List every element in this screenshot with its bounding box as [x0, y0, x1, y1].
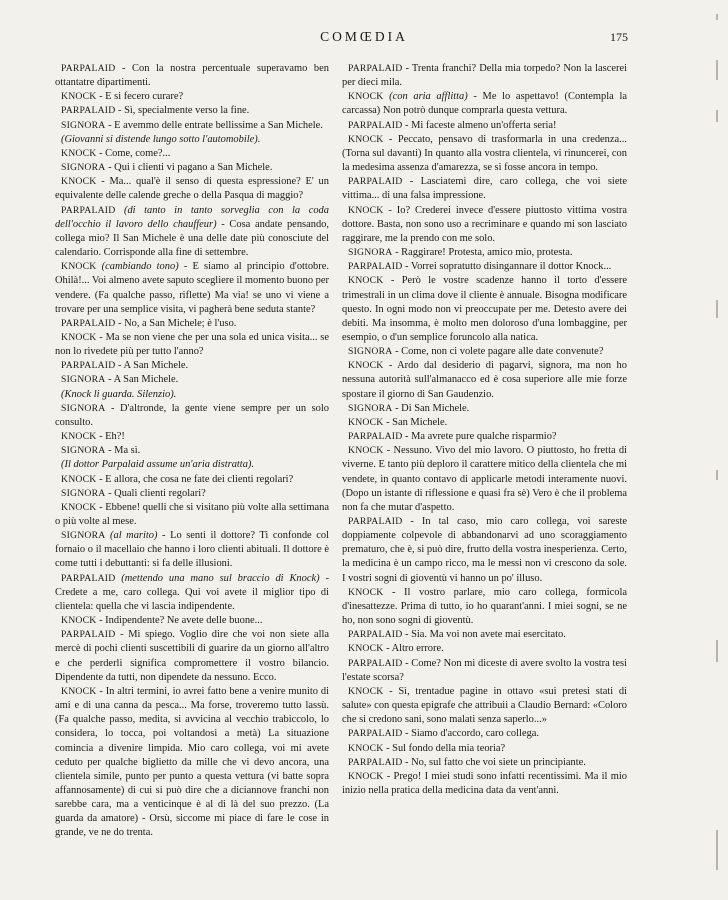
scan-mark [716, 830, 718, 870]
stage-direction: (di tanto in tanto sorveglia con la coda dell'occhio il lavoro dello chauffeur) [55, 204, 329, 230]
speaker-name: PARPALAID [348, 657, 403, 669]
dialogue-text: - No, sul fatto che voi siete un principiante. [402, 756, 586, 768]
dialogue-paragraph [342, 657, 627, 685]
speaker-name: SIGNORA [61, 445, 106, 457]
dialogue-text: - Indipendente? Ne avete delle buone... [96, 615, 263, 627]
dialogue-paragraph [55, 614, 329, 628]
speaker-name: SIGNORA [348, 402, 393, 414]
dialogue-text: - Siamo d'accordo, caro collega. [402, 728, 540, 740]
dialogue-text: - Eh?! [96, 431, 125, 443]
dialogue-text: - Come? Non mi diceste di avere svolto la vostra tesi l'estate scorsa? [342, 657, 627, 683]
dialogue-paragraph [342, 359, 627, 401]
dialogue-paragraph [342, 416, 627, 430]
dialogue-text: - Nessuno. Vivo del mio lavoro. O piuttosto, ho fretta di viverne. E tanto più deploro il carattere mitico della clientela che mi vendete, in quanto contavo di applicarle metodi interamente nuovi. (Dopo un istante di riflessione e quasi fra sè) Vero è che il problema non fa che mutar d'aspetto. [342, 445, 627, 513]
dialogue-text: - Ma... qual'è il senso di questa espressione? E' un equivalente delle calende greche o della Pasqua di maggio? [55, 176, 329, 202]
dialogue-text: - D'altronde, la gente viene sempre per un solo consulto. [55, 402, 329, 428]
dialogue-text: - Quali clienti regolari? [105, 487, 206, 499]
dialogue-paragraph [55, 317, 329, 331]
speaker-name: SIGNORA [61, 374, 106, 386]
dialogue-paragraph [55, 458, 329, 472]
stage-direction: (Il dottor Parpalaid assume un'aria distratta). [61, 459, 255, 471]
dialogue-text: - Sia. Ma voi non avete mai esercitato. [402, 629, 566, 641]
dialogue-paragraph [55, 119, 329, 133]
dialogue-text: - Raggirare! Protesta, amico mio, protesta. [392, 247, 573, 259]
speaker-name: PARPALAID [348, 629, 403, 641]
dialogue-paragraph [55, 175, 329, 203]
dialogue-text: - Il vostro parlare, mio caro collega, formicola d'inesattezze. Prima di tutto, io ho quarant'anni. I miei sogni, se ne ho, non sono sogni di gioventù. [342, 586, 627, 627]
dialogue-paragraph [342, 260, 627, 274]
left-column [55, 62, 329, 841]
dialogue-paragraph [55, 204, 329, 261]
speaker-name: SIGNORA [61, 119, 106, 131]
dialogue-paragraph [55, 104, 329, 118]
page-number: 175 [610, 30, 628, 44]
dialogue-paragraph [55, 133, 329, 147]
dialogue-text: - E si fecero curare? [96, 91, 184, 103]
dialogue-paragraph [342, 133, 627, 175]
stage-direction: (Giovanni si distende lungo sotto l'automobile). [61, 133, 261, 145]
dialogue-text: - In altri termini, io avrei fatto bene a venire munito di ami e di una canna da pesca... Ma forse, troveremo tutto lassù. (Fa qualche passo, medita, si avvicina al vecchio trabiccolo, lo considera, lo tocca, poi voltandosi a metà) La situazione comincia a divenire limpida. Mio caro collega, voi mi avete ceduto per qualche biglietto da mille che vi devo ancora, una clientela simile, punto per punto a questa vettura (vi batte sopra affannosamente) di cui si può dire che a diciannove franchi non sarebbe cara, ma a venticinque è al di là del suo prezzo. (La guarda da amatore) - Orsù, siccome mi piace di fare le cose in grande, ve ne do trenta. [55, 685, 329, 839]
dialogue-text: - Lasciatemi dire, caro collega, che voi siete vittima... di una falsa impressione. [342, 176, 627, 202]
running-title: COMŒDIA [320, 29, 408, 44]
speaker-name: KNOCK [348, 91, 384, 103]
speaker-name: PARPALAID [348, 63, 403, 74]
dialogue-paragraph [342, 628, 627, 642]
dialogue-paragraph [55, 373, 329, 387]
dialogue-text: - Peccato, pensavo di trasformarla in una credenza... (Torna sul davanti) In quanto alla vostra clientela, vi rinuncerei, con la medesima assenza d'amarezza, se si fosse ancora in tempo. [342, 133, 627, 174]
dialogue-text: - Come, come?... [96, 147, 171, 159]
dialogue-text: - Prego! I miei studi sono infatti recentissimi. Ma il mio inizio nella pratica della medicina data da vent'anni. [342, 770, 627, 796]
dialogue-paragraph [55, 473, 329, 487]
dialogue-paragraph [55, 62, 329, 90]
speaker-name: KNOCK [348, 445, 384, 457]
speaker-name: KNOCK [61, 685, 97, 697]
dialogue-text: - Come, non ci volete pagare alle date convenute? [392, 346, 604, 358]
speaker-name: SIGNORA [61, 162, 106, 174]
dialogue-paragraph [342, 586, 627, 628]
dialogue-text: - Ma sì. [105, 445, 141, 457]
speaker-name: PARPALAID [61, 63, 116, 74]
dialogue-paragraph [342, 90, 627, 118]
dialogue-text: - Lo senti il dottore? Ti confonde col fornaio o il macellaio che hanno i loro clienti abituali. Il dottore è come tutti i debuttanti: si fa delle illusioni. [55, 530, 329, 570]
speaker-name: SIGNORA [61, 530, 106, 542]
dialogue-paragraph [342, 642, 627, 656]
page-header [0, 29, 728, 49]
dialogue-text: - A San Michele. [105, 374, 179, 386]
dialogue-text: - San Michele. [383, 416, 448, 428]
speaker-name: SIGNORA [348, 346, 393, 358]
dialogue-text: - Mi faceste almeno un'offerta seria! [402, 119, 557, 131]
dialogue-paragraph [342, 515, 627, 586]
stage-direction: (al marito) [105, 530, 158, 542]
speaker-name: PARPALAID [61, 629, 116, 641]
speaker-name: KNOCK [61, 473, 97, 485]
dialogue-paragraph [55, 388, 329, 402]
dialogue-paragraph [342, 345, 627, 359]
speaker-name: KNOCK [61, 331, 97, 343]
stage-direction: (Knock li guarda. Silenzio). [61, 388, 177, 400]
dialogue-paragraph [55, 572, 329, 614]
dialogue-text: - E avemmo delle entrate bellissime a San Michele. [105, 119, 323, 131]
speaker-name: SIGNORA [348, 247, 393, 259]
speaker-name: KNOCK [61, 176, 97, 188]
dialogue-text: - Mi spiego. Voglio dire che voi non siete alla mercè di pochi clienti suscettibili di guarire da un giorno all'altro e che perderli significa compromettere il vostro bilancio. Dipendente da tutti, non dipendete da nessuno. Ecco. [55, 629, 329, 683]
dialogue-text: - E allora, che cosa ne fate dei clienti regolari? [96, 473, 294, 485]
dialogue-text: - Ardo dal desiderio di pagarvi, signora, ma non ho nessuna autorità sull'almanacco ed è cosa superiore alle mie forze spostare il giorno di San Gaudenzio. [342, 360, 627, 400]
speaker-name: SIGNORA [61, 402, 106, 414]
dialogue-paragraph [342, 756, 627, 770]
dialogue-text: - A San Michele. [115, 360, 189, 372]
dialogue-paragraph [342, 430, 627, 444]
dialogue-paragraph [55, 529, 329, 571]
speaker-name: PARPALAID [61, 572, 116, 584]
dialogue-paragraph [342, 727, 627, 741]
scan-mark [716, 110, 718, 122]
speaker-name: KNOCK [348, 742, 384, 754]
speaker-name: SIGNORA [61, 487, 106, 499]
speaker-name: KNOCK [348, 275, 384, 287]
dialogue-paragraph [342, 685, 627, 727]
dialogue-paragraph [342, 444, 627, 515]
scan-mark [716, 300, 718, 318]
dialogue-paragraph [342, 402, 627, 416]
dialogue-text: - Di San Michele. [392, 402, 470, 414]
speaker-name: PARPALAID [348, 728, 403, 740]
speaker-name: KNOCK [61, 501, 97, 513]
dialogue-paragraph [55, 487, 329, 501]
dialogue-text: - Sì, trentadue pagine in ottavo «sui pretesi stati di salute» con questa epigrafe che attribuii a Claudio Bernard: «Coloro che si credono sani, sono malati senza saperlo...» [342, 685, 627, 726]
dialogue-paragraph [342, 770, 627, 798]
dialogue-text: - E siamo al principio d'ottobre. Ohilà!... Voi almeno avete saputo scegliere il momento buono per vendere. (Fa qualche passo, riflette) Ma via! se uno vi viene a trovare per una semplice visita, vi pagherà bene seduta stante? [55, 261, 329, 315]
dialogue-paragraph [342, 742, 627, 756]
dialogue-text: - Trenta franchi? Della mia torpedo? Non la lascerei per dieci mila. [342, 63, 627, 89]
dialogue-paragraph [55, 90, 329, 104]
speaker-name: KNOCK [348, 204, 384, 216]
speaker-name: KNOCK [348, 643, 384, 655]
dialogue-text: - Me lo aspettavo! (Contempla la carcassa) Non potrò dunque comprarla questa vettura. [342, 91, 627, 117]
dialogue-paragraph [55, 628, 329, 685]
dialogue-paragraph [55, 685, 329, 841]
speaker-name: KNOCK [61, 261, 97, 273]
speaker-name: KNOCK [348, 685, 384, 697]
scan-mark [716, 14, 718, 20]
stage-direction: (cambiando tono) [96, 261, 179, 273]
speaker-name: KNOCK [61, 615, 97, 627]
stage-direction: (mettendo una mano sul braccio di Knock) [115, 572, 320, 584]
speaker-name: KNOCK [348, 416, 384, 428]
dialogue-paragraph [55, 444, 329, 458]
dialogue-text: - Sul fondo della mia teoria? [383, 742, 506, 754]
dialogue-text: - Però le vostre scadenze hanno il torto d'essere trimestrali in un clima dove il cliente è annuale. Bisogna modificare questo. In ogni modo non vi preoccupate per me. Detesto avere dei debiti. Ma insomma, è molto men doloroso d'una lombaggine, per esempio, o d'un semplice foruncolo alla natica. [342, 275, 627, 343]
speaker-name: PARPALAID [348, 119, 403, 131]
speaker-name: KNOCK [348, 770, 384, 782]
speaker-name: KNOCK [348, 133, 384, 145]
dialogue-paragraph [55, 331, 329, 359]
speaker-name: KNOCK [348, 360, 384, 372]
dialogue-text: - Ma se non viene che per una sola ed unica visita... se non lo rivedete più per tutto l'anno? [55, 331, 329, 358]
speaker-name: PARPALAID [348, 756, 403, 768]
stage-direction: (con aria afflitta) [383, 91, 468, 103]
dialogue-text: - Ebbene! quelli che si visitano più volte alla settimana o più volte al mese. [55, 501, 329, 527]
dialogue-paragraph [342, 204, 627, 246]
dialogue-text: - Con la nostra percentuale superavamo ben ottantatre dipartimenti. [55, 63, 329, 89]
scan-mark [716, 60, 718, 80]
dialogue-text: - Credete a me, caro collega. Qui voi avete il miglior tipo di clientela: quella che vi lascia indipendente. [55, 572, 329, 612]
dialogue-paragraph [55, 430, 329, 444]
dialogue-text: - No, a San Michele; è l'uso. [115, 317, 237, 329]
dialogue-text: - Ma avrete pure qualche risparmio? [402, 431, 557, 443]
dialogue-paragraph [55, 402, 329, 430]
dialogue-paragraph [342, 119, 627, 133]
speaker-name: PARPALAID [61, 317, 116, 329]
dialogue-text: - Qui i clienti vi pagano a San Michele. [105, 162, 273, 174]
speaker-name: PARPALAID [348, 516, 403, 527]
dialogue-paragraph [55, 260, 329, 317]
dialogue-paragraph [55, 501, 329, 529]
dialogue-text: - In tal caso, mio caro collega, voi sareste doppiamente colpevole di abbandonarvi ad uno scoraggiamento prematuro, che è, si può dire, frutto della vostra inesperienza. Certo, la medicina è un campo ricco, ma le messi non vi crescono da sole. I vostri sogni di gioventù vi hanno un po' illuso. [342, 516, 627, 584]
dialogue-text: - Vorrei sopratutto disingannare il dottor Knock... [402, 261, 612, 273]
speaker-name: PARPALAID [61, 105, 116, 117]
margin-scan-marks [698, 0, 728, 900]
right-column [342, 62, 627, 798]
scan-mark [716, 640, 718, 662]
speaker-name: KNOCK [348, 586, 384, 598]
scan-mark [716, 470, 718, 480]
speaker-name: PARPALAID [348, 176, 403, 188]
dialogue-paragraph [342, 175, 627, 203]
dialogue-text: - Cosa andate pensando, collega mio? Il San Michele è una delle date più conosciute del calendario. Corrisponde alla fine di settembre. [55, 218, 329, 259]
dialogue-paragraph [55, 359, 329, 373]
dialogue-text: - Sì, specialmente verso la fine. [115, 105, 250, 117]
dialogue-text: - Altro errore. [383, 643, 444, 655]
dialogue-paragraph [55, 147, 329, 161]
dialogue-text: - Io? Crederei invece d'essere piuttosto vittima vostra dottore. Basta, non sono uso a recriminare e quando mi son lasciato raggirare, me la prendo con me solo. [342, 204, 627, 244]
speaker-name: PARPALAID [348, 431, 403, 443]
speaker-name: PARPALAID [61, 360, 116, 372]
dialogue-paragraph [342, 62, 627, 90]
speaker-name: PARPALAID [348, 261, 403, 273]
dialogue-paragraph [55, 161, 329, 175]
dialogue-paragraph [342, 246, 627, 260]
speaker-name: KNOCK [61, 91, 97, 103]
dialogue-paragraph [342, 274, 627, 345]
speaker-name: PARPALAID [61, 204, 116, 216]
speaker-name: KNOCK [61, 147, 97, 159]
speaker-name: KNOCK [61, 431, 97, 443]
